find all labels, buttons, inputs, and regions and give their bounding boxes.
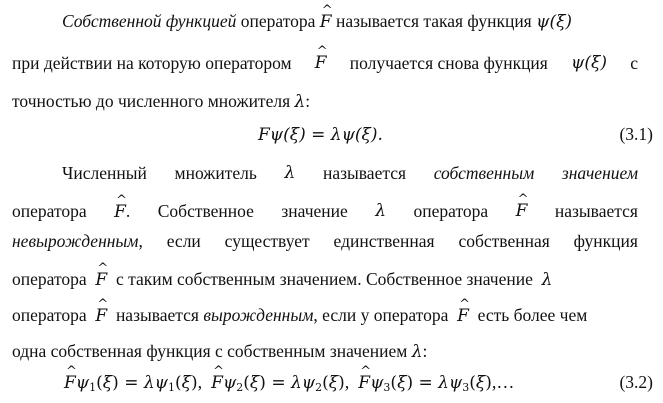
equation-3-2: ^ $F\psi_1(\xi) = \lambda\psi_1(\xi)$, ^ $F\psi_2(\xi) = \lambda\psi_2(\xi)$, ^ $F\psi_3(\xi)$ = $\lambda\psi_3(\xi),\dots$ xyxy=(64,370,514,400)
lambda-symbol: λ xyxy=(541,270,553,290)
text-line-2: при действии на которую оператором ^ F получается снова функция ψ(ξ) с xyxy=(12,52,638,74)
text-line-6: невырожденным, если существует единственная собственная функция xyxy=(12,231,638,251)
lambda-symbol: λ xyxy=(411,342,423,362)
equation-number-3-2: (3.2) xyxy=(619,372,653,392)
operator-symbol: ^ F xyxy=(516,200,528,223)
psi-xi-symbol: ψ(ξ) xyxy=(536,12,573,32)
equation-number-3-1: (3.1) xyxy=(619,124,653,144)
operator-symbol: ^ F xyxy=(114,201,126,223)
equation-term-3: ^ $F\psi_3(\xi) = \lambda\psi_3(\xi)$ xyxy=(358,373,492,393)
equation-term-1: ^ $F\psi_1(\xi) = \lambda\psi_1(\xi)$ xyxy=(64,373,198,393)
operator-symbol: ^ F xyxy=(95,269,107,291)
lambda-symbol: λ xyxy=(294,92,306,112)
text-line-9: одна собственная функция с собственным значением λ: xyxy=(12,341,428,362)
operator-symbol: ^ F xyxy=(457,305,469,327)
equation-term-2: ^ $F\psi_2(\xi) = \lambda\psi_2(\xi)$ xyxy=(211,373,345,393)
text-line-4: Численный множитель λ называется собственным значением xyxy=(62,163,638,183)
operator-symbol: ^ F xyxy=(320,11,332,33)
text-line-8: оператора ^ F называется вырожденным, если у оператора ^ F есть более чем xyxy=(12,304,638,327)
text-line-3: точностью до численного множителя λ: xyxy=(12,91,311,112)
text-line-1: Собственной функцией оператора ^ F называется такая функция ψ(ξ) xyxy=(62,10,638,33)
term-degenerate: вырожденным xyxy=(203,305,314,325)
text-line-5: оператора ^ F. Собственное значение λ оператора ^ F называется xyxy=(12,200,638,223)
text-line-7: оператора ^ F с таким собственным значением. Собственное значение λ xyxy=(12,268,638,291)
psi-xi-symbol: ψ(ξ) xyxy=(571,53,608,73)
operator-symbol: ^ F xyxy=(315,52,327,74)
lambda-symbol: λ xyxy=(284,163,296,183)
term-nondegenerate: невырожденным xyxy=(12,231,139,251)
equation-expression: Fψ(ξ) = λψ(ξ). xyxy=(258,125,383,145)
operator-symbol: ^ F xyxy=(95,305,107,327)
lambda-symbol: λ xyxy=(375,201,387,221)
term-eigenfunction: Собственной функцией xyxy=(62,11,237,31)
equation-3-1 xyxy=(258,122,383,147)
